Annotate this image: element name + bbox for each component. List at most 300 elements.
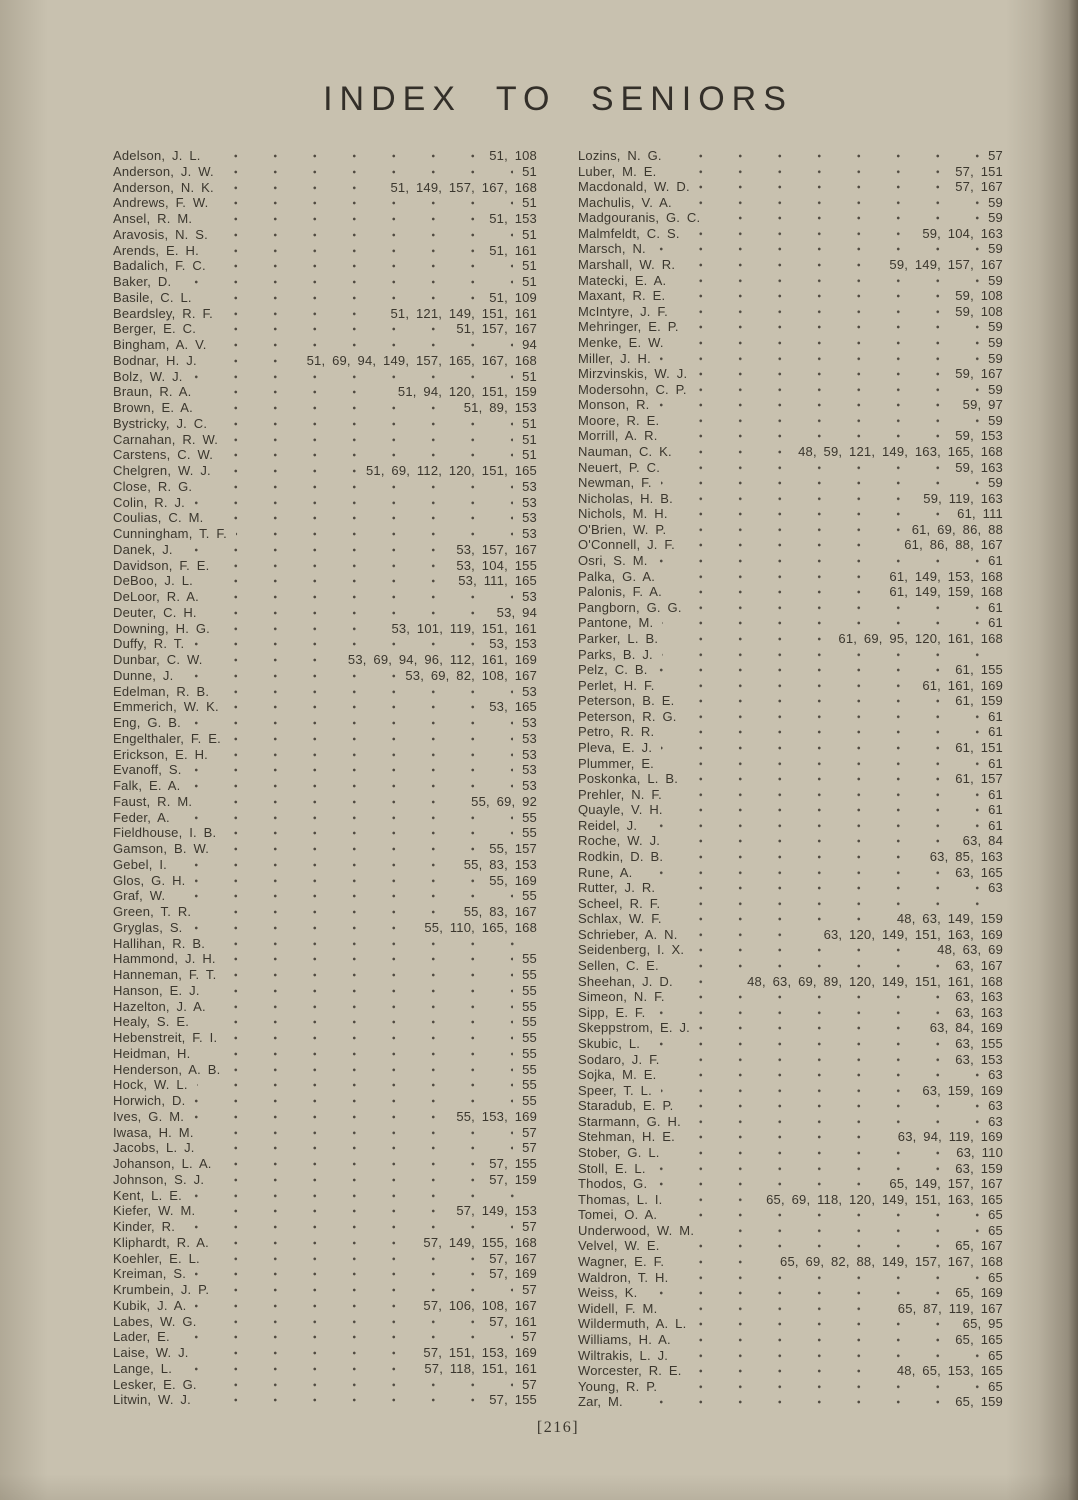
index-entry [578, 647, 1003, 663]
entry-pages: 57 [513, 1282, 537, 1298]
entry-name: Poskonka, L. B. [578, 771, 687, 787]
entry-pages: 53 [513, 510, 537, 526]
entry-name: Luber, M. E. [578, 164, 666, 180]
entry-name: Macdonald, W. D. [578, 179, 699, 195]
index-entry [578, 678, 1003, 694]
entry-name: Brown, E. A. [113, 400, 202, 416]
entry-name: Williams, H. A. [578, 1332, 680, 1348]
entry-name: Iwasa, H. M. [113, 1125, 203, 1141]
entry-pages: 63 [979, 1098, 1003, 1114]
index-entry [578, 382, 1003, 398]
entry-pages: 63, 85, 163 [921, 849, 1003, 865]
entry-name: O'Connell, J. F. [578, 537, 684, 553]
entry-name: Green, T. R. [113, 904, 200, 920]
entry-name: Horwich, D. [113, 1093, 194, 1109]
entry-name: Baker, D. [113, 274, 180, 290]
entry-pages: 61, 155 [946, 662, 1003, 678]
entry-name: Litwin, W. J. [113, 1392, 200, 1408]
index-entry [578, 942, 1003, 958]
index-entry [578, 911, 1003, 927]
index-entry [113, 1046, 537, 1062]
index-entry [578, 1036, 1003, 1052]
index-entry [578, 475, 1003, 491]
entry-name: Evanoff, S. [113, 762, 191, 778]
entry-pages: 55, 83, 167 [455, 904, 537, 920]
entry-name: Waldron, T. H. [578, 1270, 677, 1286]
entry-name: Monson, R. [578, 397, 658, 413]
entry-name: Engelthaler, F. E. [113, 731, 230, 747]
index-entry [113, 1077, 537, 1093]
entry-pages: 57, 161 [480, 1314, 537, 1330]
entry-pages: 48, 65, 153, 165 [888, 1363, 1003, 1379]
entry-name: Pantone, M. [578, 615, 662, 631]
index-entry [113, 794, 537, 810]
entry-pages: 61, 157 [946, 771, 1003, 787]
index-entry [578, 1161, 1003, 1177]
index-entry [578, 662, 1003, 678]
entry-pages: 59, 97 [954, 397, 1003, 413]
entry-name: Arends, E. H. [113, 243, 208, 259]
index-entry [578, 958, 1003, 974]
entry-name: Gebel, I. [113, 857, 176, 873]
entry-pages: 65, 159 [946, 1394, 1003, 1410]
entry-pages: 55 [513, 810, 537, 826]
index-entry [578, 1052, 1003, 1068]
index-entry [578, 1207, 1003, 1223]
entry-name: Carstens, C. W. [113, 447, 222, 463]
entry-name: Thodos, G. [578, 1176, 656, 1192]
entry-pages: 65 [979, 1270, 1003, 1286]
entry-name: Mehringer, E. P. [578, 319, 688, 335]
entry-name: Bodnar, H. J. [113, 353, 206, 369]
index-entry [578, 522, 1003, 538]
index-entry [578, 1083, 1003, 1099]
entry-pages: 53, 111, 165 [449, 573, 537, 589]
index-entry [113, 1125, 537, 1141]
entry-pages: 59, 108 [946, 304, 1003, 320]
entry-name: Peterson, B. E. [578, 693, 683, 709]
entry-pages: 55 [513, 1077, 537, 1093]
entry-name: Faust, R. M. [113, 794, 201, 810]
index-column-left [113, 148, 537, 1410]
entry-name: Labes, W. G. [113, 1314, 206, 1330]
entry-pages: 65, 69, 118, 120, 149, 151, 163, 165 [757, 1192, 1003, 1208]
index-entry [113, 306, 537, 322]
index-entry [113, 243, 537, 259]
index-entry [113, 227, 537, 243]
entry-name: Eng, G. B. [113, 715, 190, 731]
entry-pages: 55 [513, 999, 537, 1015]
entry-pages: 57, 151, 153, 169 [414, 1345, 537, 1361]
index-entry [578, 491, 1003, 507]
index-entry [113, 936, 537, 952]
index-entry [578, 226, 1003, 242]
index-entry [578, 304, 1003, 320]
entry-pages: 57 [513, 1329, 537, 1345]
index-entry [578, 631, 1003, 647]
entry-pages: 57, 155 [480, 1392, 537, 1408]
entry-name: Sojka, M. E. [578, 1067, 665, 1083]
index-entry [113, 1188, 537, 1204]
entry-name: Feder, A. [113, 810, 179, 826]
index-entry [113, 495, 537, 511]
entry-pages: 59, 104, 163 [913, 226, 1003, 242]
entry-pages: 53 [513, 715, 537, 731]
entry-name: Gamson, B. W. [113, 841, 218, 857]
entry-name: McIntyre, J. F. [578, 304, 677, 320]
entry-name: Staradub, E. P. [578, 1098, 683, 1114]
index-entry [578, 709, 1003, 725]
entry-pages: 63 [979, 1067, 1003, 1083]
entry-pages: 55 [513, 1030, 537, 1046]
entry-pages: 53, 165 [480, 699, 537, 715]
entry-name: Koehler, E. L. [113, 1251, 209, 1267]
entry-name: Velvel, W. E. [578, 1238, 669, 1254]
page-bottom-shadow [0, 1474, 1078, 1500]
index-entry [113, 983, 537, 999]
entry-name: Neuert, P. C. [578, 460, 669, 476]
index-entry [578, 1316, 1003, 1332]
index-entry [578, 1285, 1003, 1301]
entry-name: Graf, W. [113, 888, 174, 904]
entry-name: Schlax, W. F. [578, 911, 671, 927]
entry-name: Weiss, K. [578, 1285, 646, 1301]
entry-pages: 59 [979, 351, 1003, 367]
index-entry [578, 1332, 1003, 1348]
entry-pages: 55 [513, 1014, 537, 1030]
index-entry [113, 699, 537, 715]
index-entry [578, 460, 1003, 476]
entry-name: Modersohn, C. P. [578, 382, 696, 398]
index-entry [578, 553, 1003, 569]
entry-pages: 63, 165 [946, 865, 1003, 881]
entry-name: Wiltrakis, L. J. [578, 1348, 677, 1364]
entry-name: Kreiman, S. [113, 1266, 195, 1282]
entry-pages: 53, 101, 119, 151, 161 [382, 621, 537, 637]
entry-pages: 63, 120, 149, 151, 163, 169 [815, 927, 1003, 943]
entry-pages: 57, 106, 108, 167 [414, 1298, 537, 1314]
entry-pages: 53, 153 [480, 636, 537, 652]
index-entry [578, 927, 1003, 943]
entry-pages: 63, 84 [954, 833, 1003, 849]
entry-name: Zar, M. [578, 1394, 632, 1410]
entry-pages: 59 [979, 195, 1003, 211]
index-entry [578, 1020, 1003, 1036]
index-entry [578, 1254, 1003, 1270]
index-entry [578, 335, 1003, 351]
entry-pages: 63, 94, 119, 169 [889, 1129, 1003, 1145]
index-entry [578, 1145, 1003, 1161]
entry-pages: 51, 89, 153 [455, 400, 537, 416]
entry-pages: 61, 111 [948, 506, 1003, 522]
index-entry [578, 849, 1003, 865]
index-entry [578, 1394, 1003, 1410]
entry-name: Wildermuth, A. L. [578, 1316, 695, 1332]
index-entry [578, 787, 1003, 803]
entry-name: Adelson, J. L. [113, 148, 210, 164]
entry-name: Braun, R. A. [113, 384, 201, 400]
entry-name: Pangborn, G. G. [578, 600, 691, 616]
index-entry [113, 589, 537, 605]
index-entry [578, 1270, 1003, 1286]
index-entry [578, 288, 1003, 304]
entry-pages: 61, 69, 95, 120, 161, 168 [829, 631, 1003, 647]
index-entry [578, 724, 1003, 740]
index-entry [578, 241, 1003, 257]
entry-name: Krumbein, J. P. [113, 1282, 218, 1298]
entry-pages: 51 [513, 164, 537, 180]
entry-name: Osri, S. M. [578, 553, 657, 569]
index-entry [113, 180, 537, 196]
index-entry [113, 731, 537, 747]
index-entry [113, 1030, 537, 1046]
index-entry [113, 321, 537, 337]
entry-name: Hanson, E. J. [113, 983, 209, 999]
entry-pages: 55 [513, 1093, 537, 1109]
entry-pages: 51 [513, 195, 537, 211]
entry-name: Hallihan, R. B. [113, 936, 214, 952]
entry-name: Miller, J. H. [578, 351, 660, 367]
entry-pages: 55 [513, 967, 537, 983]
entry-pages: 55 [513, 888, 537, 904]
index-entry [578, 1005, 1003, 1021]
entry-name: Fieldhouse, I. B. [113, 825, 225, 841]
index-entry [113, 778, 537, 794]
entry-pages: 48, 63, 69, 89, 120, 149, 151, 161, 168 [738, 974, 1003, 990]
index-entry [578, 1348, 1003, 1364]
entry-name: Bystricky, J. C. [113, 416, 216, 432]
index-entry [578, 974, 1003, 990]
entry-name: Duffy, R. T. [113, 636, 193, 652]
index-entry [578, 1301, 1003, 1317]
entry-pages: 57, 167 [480, 1251, 537, 1267]
entry-pages: 59 [979, 210, 1003, 226]
index-entry [113, 211, 537, 227]
entry-name: Dunne, J. [113, 668, 182, 684]
entry-pages: 51, 153 [480, 211, 537, 227]
index-entry [113, 1314, 537, 1330]
entry-pages: 59, 108 [946, 288, 1003, 304]
entry-pages: 63 [979, 1114, 1003, 1130]
entry-pages: 53 [513, 495, 537, 511]
index-entry [113, 825, 537, 841]
page-number: [216] [536, 1419, 580, 1436]
entry-pages: 53 [513, 731, 537, 747]
index-entry [113, 668, 537, 684]
index-entry [113, 715, 537, 731]
index-entry [113, 558, 537, 574]
entry-name: Falk, E. A. [113, 778, 189, 794]
index-entry [113, 857, 537, 873]
entry-name: Berger, E. C. [113, 321, 205, 337]
entry-name: Parker, L. B. [578, 631, 667, 647]
entry-pages: 59, 163 [946, 460, 1003, 476]
entry-pages: 55 [513, 1062, 537, 1078]
index-entry [113, 605, 537, 621]
entry-name: Johnson, S. J. [113, 1172, 213, 1188]
entry-name: Jacobs, L. J. [113, 1140, 204, 1156]
index-entry [578, 802, 1003, 818]
index-entry [113, 1298, 537, 1314]
index-entry [113, 1361, 537, 1377]
entry-pages: 53, 94 [488, 605, 537, 621]
index-entry [578, 1176, 1003, 1192]
index-entry [113, 274, 537, 290]
entry-name: Healy, S. E. [113, 1014, 198, 1030]
entry-name: Beardsley, R. F. [113, 306, 222, 322]
entry-pages: 51, 161 [480, 243, 537, 259]
entry-name: Colin, R. J. [113, 495, 194, 511]
entry-name: Close, R. G. [113, 479, 201, 495]
index-entry [578, 584, 1003, 600]
entry-name: Newman, F. [578, 475, 661, 491]
entry-name: O'Brien, W. P. [578, 522, 675, 538]
index-entry [578, 366, 1003, 382]
index-entry [113, 1377, 537, 1393]
index-entry [578, 351, 1003, 367]
entry-pages: 59 [979, 382, 1003, 398]
entry-pages: 59, 153 [946, 428, 1003, 444]
index-entry [113, 353, 537, 369]
entry-pages: 61 [979, 615, 1003, 631]
entry-pages: 57 [513, 1140, 537, 1156]
index-entry [113, 904, 537, 920]
entry-name: Peterson, R. G. [578, 709, 686, 725]
entry-pages: 53 [513, 526, 537, 542]
entry-pages: 51, 69, 94, 149, 157, 165, 167, 168 [298, 353, 537, 369]
entry-pages: 65, 165 [946, 1332, 1003, 1348]
entry-name: Palka, G. A. [578, 569, 664, 585]
entry-pages: 57 [979, 148, 1003, 164]
entry-pages: 61 [979, 802, 1003, 818]
index-entry [578, 740, 1003, 756]
index-entry [578, 1363, 1003, 1379]
index-entry [113, 258, 537, 274]
entry-name: Petro, R. R. [578, 724, 663, 740]
entry-pages: 55, 69, 92 [462, 794, 537, 810]
entry-name: Carnahan, R. W. [113, 432, 227, 448]
entry-pages: 51, 149, 157, 167, 168 [381, 180, 537, 196]
index-entry [578, 1379, 1003, 1395]
index-entry [113, 416, 537, 432]
entry-name: Deuter, C. H. [113, 605, 206, 621]
entry-pages: 51 [513, 447, 537, 463]
entry-name: Young, R. P. [578, 1379, 666, 1395]
entry-pages: 63, 159 [946, 1161, 1003, 1177]
entry-name: Lader, E. [113, 1329, 179, 1345]
entry-name: Moore, R. E. [578, 413, 668, 429]
entry-name: Scheel, R. F. [578, 896, 669, 912]
entry-name: Henderson, A. B. [113, 1062, 229, 1078]
index-entry [113, 684, 537, 700]
index-entry [113, 1282, 537, 1298]
entry-name: Skubic, L. [578, 1036, 649, 1052]
entry-pages: 57, 155 [480, 1156, 537, 1172]
entry-pages: 57, 149, 155, 168 [414, 1235, 537, 1251]
index-entry [113, 920, 537, 936]
entry-pages: 65, 69, 82, 88, 149, 157, 167, 168 [771, 1254, 1003, 1270]
entry-pages: 57 [513, 1377, 537, 1393]
index-entry [113, 762, 537, 778]
entry-name: Sellen, C. E. [578, 958, 668, 974]
entry-name: Kliphardt, R. A. [113, 1235, 218, 1251]
entry-name: Kent, L. E. [113, 1188, 191, 1204]
entry-name: Hazelton, J. A. [113, 999, 215, 1015]
entry-name: Palonis, F. A. [578, 584, 671, 600]
entry-name: DeLoor, R. A. [113, 589, 208, 605]
entry-name: Johanson, L. A. [113, 1156, 221, 1172]
index-entry [578, 273, 1003, 289]
entry-name: Ives, G. M. [113, 1109, 193, 1125]
entry-name: Machulis, V. A. [578, 195, 681, 211]
entry-pages: 61, 151 [946, 740, 1003, 756]
page-gutter-shadow [1006, 0, 1078, 1500]
index-entry [578, 569, 1003, 585]
entry-name: Bolz, W. J. [113, 369, 192, 385]
entry-name: Edelman, R. B. [113, 684, 218, 700]
entry-pages: 51 [513, 369, 537, 385]
index-entry [113, 432, 537, 448]
entry-pages: 55 [513, 825, 537, 841]
index-entry [578, 164, 1003, 180]
index-entry [113, 747, 537, 763]
entry-name: Schrieber, A. N. [578, 927, 687, 943]
entry-name: Skeppstrom, E. J. [578, 1020, 699, 1036]
entry-name: Speer, T. L. [578, 1083, 661, 1099]
entry-name: Ansel, R. M. [113, 211, 201, 227]
index-entry [113, 621, 537, 637]
entry-name: Stober, G. L. [578, 1145, 669, 1161]
entry-name: Laise, W. J. [113, 1345, 198, 1361]
entry-pages: 53 [513, 684, 537, 700]
index-entry [113, 479, 537, 495]
entry-name: Sodaro, J. F. [578, 1052, 669, 1068]
entry-name: Menke, E. W. [578, 335, 673, 351]
entry-name: Andrews, F. W. [113, 195, 218, 211]
entry-name: Anderson, N. K. [113, 180, 223, 196]
entry-pages: 48, 59, 121, 149, 163, 165, 168 [789, 444, 1003, 460]
index-entry [113, 636, 537, 652]
entry-pages: 53 [513, 778, 537, 794]
index-entry [113, 337, 537, 353]
entry-name: Dunbar, C. W. [113, 652, 212, 668]
entry-name: Aravosis, N. S. [113, 227, 217, 243]
entry-name: Prehler, N. F. [578, 787, 671, 803]
entry-name: Malmfeldt, C. S. [578, 226, 689, 242]
entry-pages: 61 [979, 600, 1003, 616]
index-entry [113, 1156, 537, 1172]
index-entry [113, 573, 537, 589]
index-entry [113, 526, 537, 542]
entry-name: Roche, W. J. [578, 833, 669, 849]
index-entry [113, 510, 537, 526]
index-entry [578, 257, 1003, 273]
entry-pages: 61 [979, 818, 1003, 834]
entry-pages: 57, 149, 153 [447, 1203, 537, 1219]
entry-pages: 55, 157 [480, 841, 537, 857]
index-entry [578, 428, 1003, 444]
entry-name: Quayle, V. H. [578, 802, 672, 818]
index-entry [578, 1129, 1003, 1145]
index-entry [113, 841, 537, 857]
index-entry [113, 400, 537, 416]
index-entry [578, 148, 1003, 164]
entry-name: Plummer, E. [578, 756, 663, 772]
index-entry [113, 1219, 537, 1235]
index-entry [113, 148, 537, 164]
entry-name: Glos, G. H. [113, 873, 195, 889]
entry-pages: 65 [979, 1379, 1003, 1395]
